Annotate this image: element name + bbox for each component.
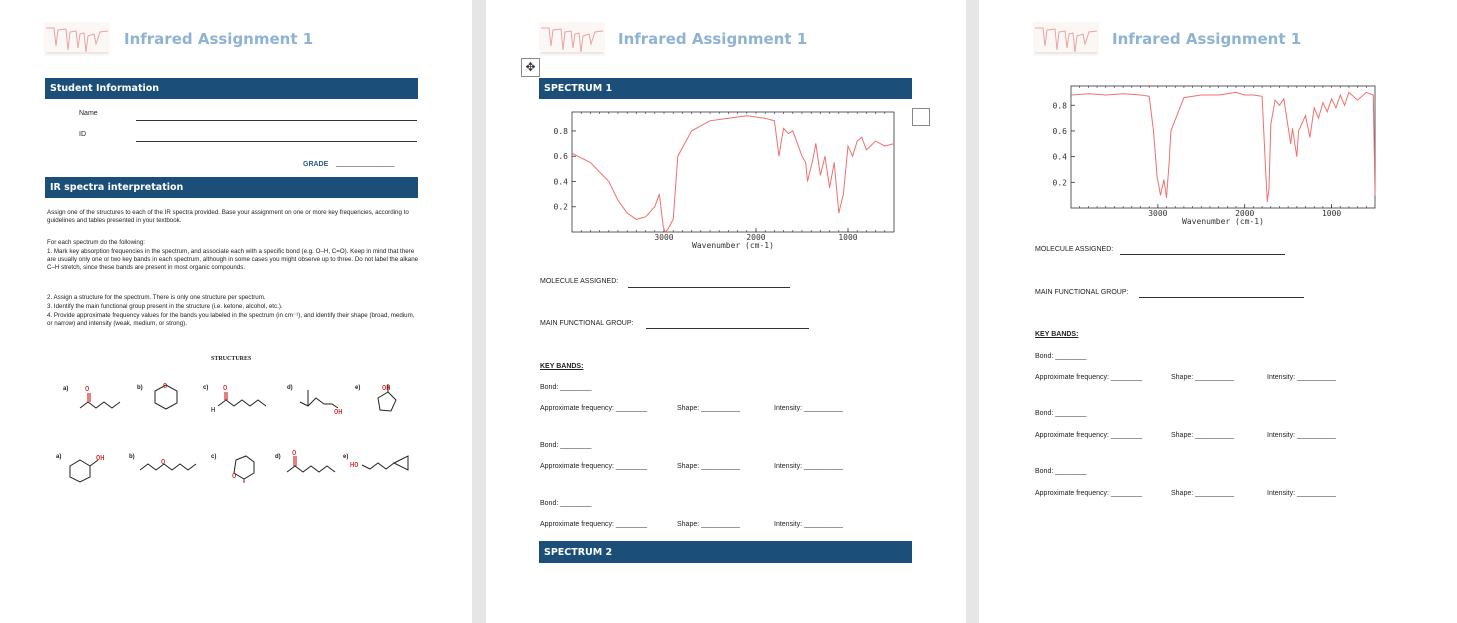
shape-field[interactable]: __________ — [701, 521, 741, 528]
grade-field[interactable]: _______________ — [336, 160, 395, 167]
spectrum-point — [1336, 107, 1337, 108]
grade-label: GRADE — [303, 161, 329, 168]
spectrum-point — [1366, 92, 1367, 93]
frequency-label: Approximate frequency: — [1035, 374, 1109, 381]
y-tick-label: 0.6 — [553, 152, 568, 162]
shape-label: Shape: — [1171, 374, 1194, 381]
spectrum-point — [813, 158, 814, 159]
spectrum-2-chart — [1031, 78, 1391, 230]
spectrum-point — [659, 194, 660, 195]
spectrum-point — [710, 120, 711, 121]
bond-label — [540, 442, 591, 449]
spectrum-1-heading: SPECTRUM 1 — [539, 78, 912, 99]
spectrum-point — [1305, 115, 1306, 116]
instruction-2: 2. Assign a structure for the spectrum. There is only one structure per spectrum. — [47, 294, 266, 301]
document-page-3 — [979, 0, 1457, 623]
hydroxyl-label: OH — [96, 454, 105, 462]
spectrum-point — [1105, 95, 1106, 96]
bond-field[interactable]: ________ — [1055, 468, 1087, 475]
shape-field[interactable]: __________ — [701, 463, 741, 470]
spectrum-point — [590, 162, 591, 163]
spectrum-point — [1296, 156, 1297, 157]
bond-field[interactable]: ________ — [560, 442, 592, 449]
bond-label — [1035, 353, 1086, 360]
document-page-2 — [486, 0, 966, 623]
spectrum-point — [1275, 100, 1276, 101]
spectrum-point — [663, 225, 664, 226]
spectrum-point — [866, 149, 867, 150]
spectrum-point — [834, 162, 835, 163]
molecule-assigned-field[interactable] — [628, 287, 790, 288]
molecule-assigned-label: MOLECULE ASSIGNED: — [1035, 246, 1114, 253]
intensity-field[interactable]: __________ — [1296, 432, 1336, 439]
intensity-label: Intensity: — [1267, 374, 1296, 381]
structure-label: d) — [275, 454, 281, 460]
band-row — [1035, 432, 1142, 439]
shape-field[interactable]: __________ — [701, 405, 741, 412]
structure-label: b) — [129, 454, 135, 460]
y-tick-label: 0.2 — [1052, 178, 1067, 188]
band-row — [677, 405, 740, 412]
spectrum-point — [843, 194, 844, 195]
spectrum-point — [829, 187, 830, 188]
spectrum-point — [1279, 105, 1280, 106]
structure-label: b) — [137, 385, 143, 391]
oxygen-label: O — [161, 458, 166, 466]
x-tick-label: 3000 — [1148, 209, 1168, 218]
spectrum-point — [1331, 98, 1332, 99]
oxygen-label: O — [292, 449, 297, 457]
x-tick-label: 3000 — [654, 233, 674, 242]
spectrum-point — [1201, 95, 1202, 96]
x-axis-label: Wavenumber (cm-1) — [692, 241, 774, 250]
spectrum-point — [746, 115, 747, 116]
spectrum-point — [875, 141, 876, 142]
spectrum-point — [1227, 93, 1228, 94]
move-handle-icon[interactable]: ✥ — [521, 58, 540, 77]
oxygen-label: O — [85, 385, 90, 393]
x-axis-label: Wavenumber (cm-1) — [1182, 217, 1264, 226]
bond-label-text: Bond: — [540, 384, 559, 391]
spectrum-point — [825, 156, 826, 157]
frequency-field[interactable]: ________ — [1110, 490, 1143, 497]
intensity-label: Intensity: — [774, 521, 803, 528]
shape-field[interactable]: __________ — [1195, 374, 1235, 381]
key-bands-label: KEY BANDS: — [1035, 331, 1079, 338]
functional-group-field[interactable] — [1139, 297, 1304, 298]
x-tick-label: 2000 — [1235, 209, 1255, 218]
spectrum-point — [1153, 131, 1154, 132]
spectrum-point — [802, 156, 803, 157]
hydrogen-label: H — [211, 406, 216, 414]
bond-label-text: Bond: — [540, 500, 559, 507]
intensity-field[interactable]: __________ — [1296, 490, 1336, 497]
bond-field[interactable]: ________ — [1055, 410, 1087, 417]
band-row — [1267, 374, 1336, 381]
bond-label-text: Bond: — [1035, 353, 1054, 360]
bond-label-text: Bond: — [540, 442, 559, 449]
spectrum-2-heading: SPECTRUM 2 — [539, 541, 912, 563]
instruction-3: 3. Identify the main functional group present in the structure (i.e. ketone, alcohol, etc.). — [47, 303, 283, 310]
spectrum-point — [861, 137, 862, 138]
document-title: Infrared Assignment 1 — [618, 30, 808, 48]
id-label: ID — [79, 131, 86, 138]
oxygen-label: O — [223, 384, 228, 392]
spectrum-point — [1327, 111, 1328, 112]
spectrum-point — [884, 146, 885, 147]
bond-field[interactable]: ________ — [1055, 353, 1087, 360]
y-tick-label: 0.6 — [1052, 126, 1067, 136]
spectrum-point — [815, 143, 816, 144]
bond-label — [1035, 410, 1086, 417]
band-row — [774, 405, 843, 412]
shape-field[interactable]: __________ — [1195, 490, 1235, 497]
molecule-assigned-field[interactable] — [1120, 254, 1285, 255]
spectrum-point — [1269, 188, 1270, 189]
bond-field[interactable]: ________ — [560, 500, 592, 507]
spectrum-point — [1149, 96, 1150, 97]
instructions-title: For each spectrum do the following: — [47, 239, 146, 246]
structure-1d-alcohol — [296, 382, 350, 416]
spectrum-point — [857, 141, 858, 142]
spectrum-point — [1088, 93, 1089, 94]
structure-label: e) — [343, 454, 349, 460]
spectrum-point — [1292, 128, 1293, 129]
y-tick-label: 0.8 — [553, 126, 568, 136]
intensity-field[interactable]: __________ — [803, 463, 843, 470]
shape-label: Shape: — [677, 405, 700, 412]
spectrum-point — [1270, 124, 1271, 125]
shape-label: Shape: — [1171, 432, 1194, 439]
y-tick-label: 0.2 — [553, 202, 568, 212]
spectrum-point — [1262, 96, 1263, 97]
x-tick-label: 1000 — [1321, 209, 1342, 218]
spectrum-point — [774, 120, 775, 121]
band-row — [774, 463, 843, 470]
spectrum-point — [1218, 95, 1219, 96]
band-row — [1267, 490, 1336, 497]
hydroxyl-label: OH — [334, 408, 343, 416]
x-tick-label: 2000 — [746, 233, 766, 242]
structure-2b-ether — [136, 452, 202, 478]
spectrum-point — [636, 219, 637, 220]
spectrum-point — [1318, 118, 1319, 119]
ir-spectrum-logo — [44, 22, 110, 56]
structure-label: a) — [63, 386, 69, 392]
document-page-1 — [0, 0, 472, 623]
oxygen-label: O — [232, 472, 237, 480]
intro-paragraph: Assign one of the structures to each of the IR spectra provided. Base your assignment on one or more key frequencies, according to guidelines and tables presented in your textbook. — [47, 209, 409, 225]
structure-label: a) — [56, 454, 62, 460]
structure-2c-lactone — [222, 448, 268, 484]
structure-label: e) — [355, 385, 361, 391]
oxygen-label: O — [163, 382, 168, 390]
band-row — [1035, 490, 1142, 497]
spectrum-point — [665, 232, 666, 233]
structure-label: d) — [287, 385, 293, 391]
frequency-label: Approximate frequency: — [540, 521, 614, 528]
y-tick-label: 0.4 — [553, 177, 568, 187]
structure-1c-aldehyde — [208, 382, 272, 416]
shape-label: Shape: — [677, 521, 700, 528]
spectrum-point — [654, 206, 655, 207]
band-row — [677, 521, 740, 528]
document-title: Infrared Assignment 1 — [1112, 30, 1302, 48]
structure-1e-cyclopentanol — [366, 380, 406, 420]
spectrum-point — [1253, 95, 1254, 96]
band-row — [1171, 432, 1234, 439]
band-row — [677, 463, 740, 470]
bond-field[interactable]: ________ — [560, 384, 592, 391]
spectrum-point — [1309, 137, 1310, 138]
spectrum-point — [894, 143, 895, 144]
spectrum-point — [1344, 105, 1345, 106]
spectrum-point — [805, 162, 806, 163]
molecule-assigned-label: MOLECULE ASSIGNED: — [540, 278, 619, 285]
spectrum-point — [1166, 197, 1167, 198]
shape-label: Shape: — [677, 463, 700, 470]
id-field[interactable] — [136, 141, 417, 142]
frequency-label: Approximate frequency: — [1035, 490, 1109, 497]
frequency-field[interactable]: ________ — [1110, 374, 1143, 381]
spectrum-point — [1340, 95, 1341, 96]
band-row — [540, 405, 647, 412]
spectrum-point — [1349, 92, 1350, 93]
spectrum-point — [1375, 195, 1376, 196]
bond-label — [540, 384, 591, 391]
spectrum-point — [1290, 143, 1291, 144]
spectrum-point — [1160, 195, 1161, 196]
intensity-label: Intensity: — [1267, 432, 1296, 439]
spectrum-point — [1164, 179, 1165, 180]
spectrum-point — [820, 175, 821, 176]
intensity-label: Intensity: — [1267, 490, 1296, 497]
y-tick-label: 0.4 — [1052, 152, 1067, 162]
spectrum-point — [792, 131, 793, 132]
band-row — [1171, 490, 1234, 497]
band-row — [1267, 432, 1336, 439]
instruction-1: 1. Mark key absorption frequencies in the spectrum, and associate each with a specific bond (e.g. O–H, C=O). Keep in mind that there are usually only one or two key bands in each spectrum, although in some cases you might observe up to three. Do not label the alkane C–H stretch, since these bands are present in most organic compounds. — [47, 248, 419, 272]
bond-label-text: Bond: — [1035, 410, 1054, 417]
spectrum-point — [1123, 93, 1124, 94]
hydroxyl-label: OH — [382, 384, 391, 392]
spectrum-point — [1298, 131, 1299, 132]
band-row — [540, 521, 647, 528]
functional-group-label: MAIN FUNCTIONAL GROUP: — [1035, 289, 1129, 296]
spectrum-1-chart — [536, 104, 916, 254]
spectrum-point — [691, 131, 692, 132]
spectrum-point — [1267, 201, 1268, 202]
shape-field[interactable]: __________ — [1195, 432, 1235, 439]
intensity-field[interactable]: __________ — [1296, 374, 1336, 381]
spectrum-point — [807, 181, 808, 182]
spectrum-point — [677, 156, 678, 157]
name-label: Name — [79, 110, 98, 117]
bond-label — [1035, 468, 1086, 475]
frequency-label: Approximate frequency: — [540, 405, 614, 412]
ir-spectrum-logo — [539, 22, 605, 56]
spectrum-point — [1071, 95, 1072, 96]
frequency-label: Approximate frequency: — [540, 463, 614, 470]
bond-label — [540, 500, 591, 507]
spectrum-point — [608, 181, 609, 182]
frequency-label: Approximate frequency: — [1035, 432, 1109, 439]
structure-label: c) — [203, 385, 209, 391]
intensity-label: Intensity: — [774, 405, 803, 412]
intensity-field[interactable]: __________ — [803, 521, 843, 528]
structure-label: c) — [211, 454, 217, 460]
structures-heading: STRUCTURES — [211, 356, 252, 362]
ir-spectra-heading: IR spectra interpretation — [45, 177, 418, 198]
spectrum-point — [728, 118, 729, 119]
ir-spectrum-logo — [1033, 22, 1099, 56]
spectrum-point — [1357, 100, 1358, 101]
frequency-field[interactable]: ________ — [615, 521, 648, 528]
functional-group-label: MAIN FUNCTIONAL GROUP: — [540, 320, 634, 327]
bond-label-text: Bond: — [1035, 468, 1054, 475]
spectrum-point — [1236, 92, 1237, 93]
spectrum-point — [667, 229, 668, 230]
spectrum-point — [783, 128, 784, 129]
spectrum-point — [852, 156, 853, 157]
student-info-heading: Student Information — [45, 78, 418, 99]
frequency-field[interactable]: ________ — [1110, 432, 1143, 439]
spectrum-point — [618, 200, 619, 201]
spectrum-point — [838, 213, 839, 214]
spectrum-point — [1140, 95, 1141, 96]
spectrum-point — [1283, 98, 1284, 99]
name-field[interactable] — [136, 120, 417, 121]
band-row — [540, 463, 647, 470]
y-tick-label: 0.8 — [1052, 101, 1067, 111]
spectrum-point — [1244, 95, 1245, 96]
band-row — [774, 521, 843, 528]
band-row — [1035, 374, 1142, 381]
frequency-field[interactable]: ________ — [615, 405, 648, 412]
structure-1a-ketone — [74, 382, 124, 416]
structure-2d-ketone — [283, 448, 339, 480]
structure-2a-cyclohexylmethanol — [66, 450, 112, 484]
structure-1b-tetrahydropyran — [149, 380, 183, 414]
instruction-4: 4. Provide approximate frequency values for the bands you labeled in the spectrum (in cm⁻¹), and identify their shape (broad, medium, or narrow) and intensity (weak, medium, or strong). — [47, 312, 415, 328]
spectrum-point — [1265, 169, 1266, 170]
spectrum-point — [1170, 131, 1171, 132]
spectrum-point — [1322, 102, 1323, 103]
spectrum-point — [627, 213, 628, 214]
key-bands-label: KEY BANDS: — [540, 363, 584, 370]
spectrum-point — [781, 141, 782, 142]
intensity-field[interactable]: __________ — [803, 405, 843, 412]
hydroxyl-label: HO — [350, 461, 359, 469]
spectrum-point — [765, 118, 766, 119]
spectrum-point — [673, 219, 674, 220]
functional-group-field[interactable] — [646, 328, 809, 329]
shape-label: Shape: — [1171, 490, 1194, 497]
spectrum-point — [573, 153, 574, 154]
spectrum-point — [1169, 163, 1170, 164]
band-row — [1171, 374, 1234, 381]
spectrum-point — [1157, 175, 1158, 176]
document-title: Infrared Assignment 1 — [124, 30, 314, 48]
intensity-label: Intensity: — [774, 463, 803, 470]
spectrum-point — [645, 216, 646, 217]
spectrum-point — [848, 146, 849, 147]
spectrum-point — [788, 133, 789, 134]
x-tick-label: 1000 — [838, 233, 858, 242]
spectrum-point — [1184, 97, 1185, 98]
spectrum-point — [779, 156, 780, 157]
structure-2e-cyclopropyl-alcohol — [348, 450, 414, 478]
spectrum-point — [1314, 107, 1315, 108]
spectrum-point — [1373, 95, 1374, 96]
frequency-field[interactable]: ________ — [615, 463, 648, 470]
